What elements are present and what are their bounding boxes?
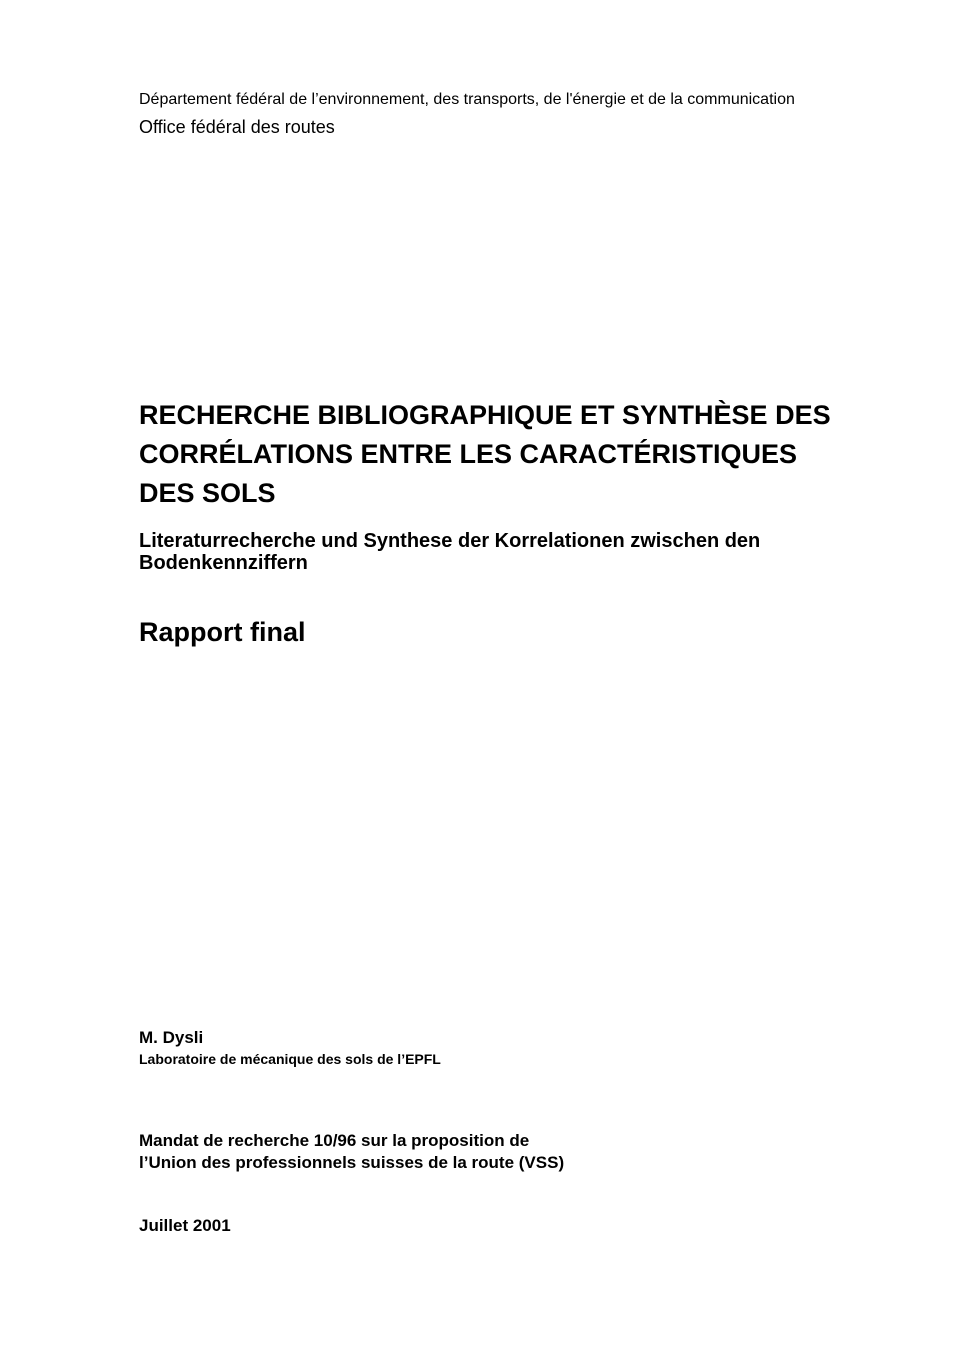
subtitle-line: Literaturrecherche und Synthese der Korrelationen zwischen den bbox=[139, 530, 761, 552]
title-line: RECHERCHE BIBLIOGRAPHIQUE ET SYNTHÈSE DES bbox=[139, 400, 831, 430]
mandate-line: l’Union des professionnels suisses de la route (VSS) bbox=[139, 1153, 565, 1172]
department-name: Département fédéral de l’environnement, des transports, de l'énergie et de la communication bbox=[139, 91, 795, 108]
subtitle-line: Bodenkennziffern bbox=[139, 552, 308, 574]
author-affiliation: Laboratoire de mécanique des sols de l’EPFL bbox=[139, 1051, 441, 1067]
office-name: Office fédéral des routes bbox=[139, 117, 335, 137]
publication-date: Juillet 2001 bbox=[139, 1216, 231, 1235]
title-line: CORRÉLATIONS ENTRE LES CARACTÉRISTIQUES bbox=[139, 439, 798, 469]
mandate-line: Mandat de recherche 10/96 sur la proposition de bbox=[139, 1131, 530, 1150]
title-line: DES SOLS bbox=[139, 478, 276, 508]
research-mandate bbox=[139, 1130, 564, 1174]
author-name: M. Dysli bbox=[139, 1028, 204, 1047]
document-subtitle-german bbox=[139, 530, 760, 574]
document-title bbox=[139, 396, 831, 513]
report-type: Rapport final bbox=[139, 617, 306, 647]
